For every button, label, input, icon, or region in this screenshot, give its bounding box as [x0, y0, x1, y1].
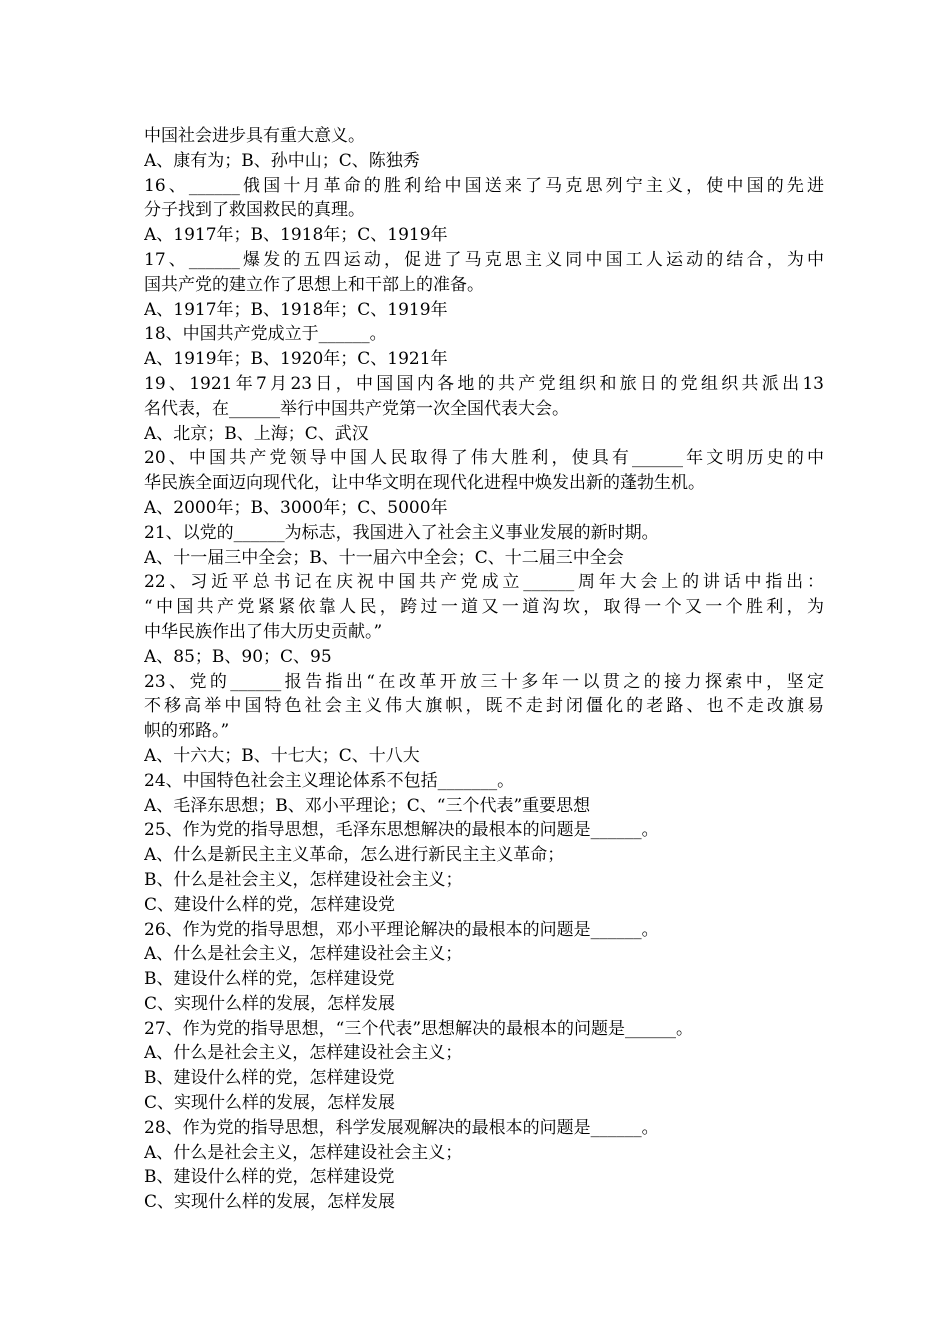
text-line: A、1917年；B、1918年；C、1919年	[144, 225, 448, 246]
text-line: 26、作为党的指导思想，邓小平理论解决的最根本的问题是______。	[144, 919, 659, 940]
text-line: C、实现什么样的发展，怎样发展	[144, 1192, 396, 1213]
text-line: 分子找到了救国救民的真理。	[144, 200, 365, 221]
text-line: A、85；B、90；C、95	[144, 646, 332, 667]
text-line: A、1917年；B、1918年；C、1919年	[144, 299, 448, 320]
text-line: 18、中国共产党成立于______。	[144, 324, 387, 345]
text-line: 中华民族作出了伟大历史贡献。”	[144, 621, 383, 642]
text-line: 16、______俄国十月革命的胜利给中国送来了马克思列宁主义，使中国的先进	[144, 175, 824, 196]
text-line: 27、作为党的指导思想，“三个代表”思想解决的最根本的问题是______。	[144, 1018, 694, 1039]
text-line: 名代表，在______举行中国共产党第一次全国代表大会。	[144, 398, 569, 419]
text-line: C、实现什么样的发展，怎样发展	[144, 993, 396, 1014]
text-line: A、2000年；B、3000年；C、5000年	[144, 497, 448, 518]
text-line: B、建设什么样的党，怎样建设党	[144, 969, 395, 990]
text-line: C、建设什么样的党，怎样建设党	[144, 894, 396, 915]
text-line: “中国共产党紧紧依靠人民，跨过一道又一道沟坎，取得一个又一个胜利，为	[144, 597, 824, 618]
text-line: 19、1921年7月23日，中国国内各地的共产党组织和旅日的党组织共派出13	[144, 373, 824, 394]
text-line: 华民族全面迈向现代化，让中华文明在现代化进程中焕发出新的蓬勃生机。	[144, 473, 705, 494]
text-line: A、北京；B、上海；C、武汉	[144, 423, 369, 444]
text-line: A、什么是新民主主义革命，怎么进行新民主主义革命；	[144, 845, 565, 866]
text-line: 帜的邪路。”	[144, 721, 230, 742]
text-line: A、毛泽东思想；B、邓小平理论；C、“三个代表”重要思想	[144, 795, 591, 816]
text-line: 22、习近平总书记在庆祝中国共产党成立______周年大会上的讲话中指出：	[144, 572, 824, 593]
text-line: A、十六大；B、十七大；C、十八大	[144, 745, 420, 766]
text-line: 17、______爆发的五四运动，促进了马克思主义同中国工人运动的结合，为中	[144, 249, 824, 270]
text-line: A、什么是社会主义，怎样建设社会主义；	[144, 1142, 463, 1163]
text-line: B、建设什么样的党，怎样建设党	[144, 1068, 395, 1089]
text-line: 中国社会进步具有重大意义。	[144, 126, 365, 146]
text-line: 24、中国特色社会主义理论体系不包括_______。	[144, 770, 515, 791]
text-line: 国共产党的建立作了思想上和干部上的准备。	[144, 274, 484, 295]
text-line: A、1919年；B、1920年；C、1921年	[144, 349, 448, 370]
text-line: A、康有为；B、孙中山；C、陈独秀	[144, 150, 420, 171]
text-line: 28、作为党的指导思想，科学发展观解决的最根本的问题是______。	[144, 1117, 659, 1138]
document-body	[144, 124, 824, 1215]
text-line: 25、作为党的指导思想，毛泽东思想解决的最根本的问题是______。	[144, 820, 659, 841]
text-line: C、实现什么样的发展，怎样发展	[144, 1093, 396, 1114]
text-line: A、什么是社会主义，怎样建设社会主义；	[144, 944, 463, 965]
text-line: 23、党的______报告指出“在改革开放三十多年一以贯之的接力探索中，坚定	[144, 671, 824, 692]
text-line: A、什么是社会主义，怎样建设社会主义；	[144, 1043, 463, 1064]
text-line: 不移高举中国特色社会主义伟大旗帜，既不走封闭僵化的老路、也不走改旗易	[144, 696, 824, 717]
text-line: B、什么是社会主义，怎样建设社会主义；	[144, 869, 463, 890]
text-line: 21、以党的______为标志，我国进入了社会主义事业发展的新时期。	[144, 522, 659, 543]
text-line: A、十一届三中全会；B、十一届六中全会；C、十二届三中全会	[144, 547, 624, 568]
text-line: B、建设什么样的党，怎样建设党	[144, 1167, 395, 1188]
text-line: 20、中国共产党领导中国人民取得了伟大胜利，使具有______年文明历史的中	[144, 448, 824, 469]
